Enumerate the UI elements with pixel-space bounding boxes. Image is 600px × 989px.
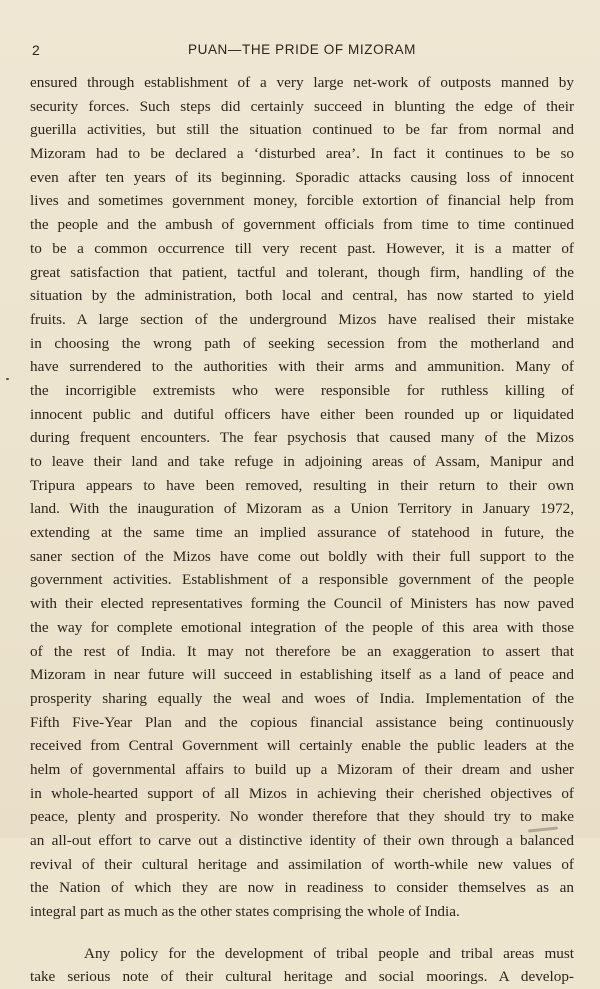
text-line: even after ten years of its beginning. Sporadic attacks causing loss of innocent: [30, 168, 574, 186]
text-line: in choosing the wrong path of seeking secession from the motherland and: [30, 334, 574, 352]
text-line: of the rest of India. It may not therefore be an exaggeration to assert that: [30, 642, 574, 660]
paragraph-1: [30, 71, 574, 924]
text-line: security forces. Such steps did certainly succeed in blunting the edge of their: [30, 97, 574, 115]
text-line: saner section of the Mizos have come out boldly with their full support to the: [30, 547, 574, 565]
text-line: in whole-hearted support of all Mizos in achieving their cherished objectives of: [30, 784, 574, 802]
paragraph-gap: [30, 924, 574, 942]
margin-smudge: [6, 378, 9, 380]
text-line: integral part as much as the other states comprising the whole of India.: [30, 903, 460, 921]
text-line: Any policy for the development of tribal people and tribal areas must: [84, 944, 574, 962]
text-line: peace, plenty and prosperity. No wonder therefore that they should try to make: [30, 808, 574, 826]
text-line: Tripura appears to have been removed, resulting in their return to their own: [30, 476, 574, 494]
text-line: situation by the administration, both local and central, has now started to yield: [30, 287, 574, 305]
text-line: Mizoram had to be declared a ‘disturbed area’. In fact it continues to be so: [30, 145, 574, 163]
text-line: great satisfaction that patient, tactful and tolerant, though firm, handling of the: [30, 263, 574, 281]
text-line: with their elected representatives forming the Council of Ministers has now paved: [30, 595, 574, 613]
text-line: the people and the ambush of government officials from time to time continued: [30, 216, 574, 234]
running-title: PUAN—THE PRIDE OF MIZORAM: [187, 42, 416, 57]
page-header: [32, 42, 572, 60]
text-line: helm of governmental affairs to build up a Mizoram of their dream and usher: [30, 760, 574, 778]
text-line: to leave their land and take refuge in adjoining areas of Assam, Manipur and: [30, 453, 574, 470]
text-line: the way for complete emotional integration of the people of this area with those: [30, 618, 574, 636]
text-line: have surrendered to the authorities with their arms and ammunition. Many of: [30, 358, 574, 376]
text-line: government activities. Establishment of a responsible government of the people: [30, 571, 574, 589]
page-number: 2: [32, 42, 40, 58]
body-text: [30, 71, 574, 989]
text-line: Mizoram in near future will succeed in establishing itself as a land of peace and: [30, 666, 574, 684]
text-line: guerilla activities, but still the situation continued to be far from normal and: [30, 121, 574, 139]
text-line: revival of their cultural heritage and assimilation of worth-while new values of: [30, 855, 574, 873]
text-line: received from Central Government will certainly enable the public leaders at the: [30, 737, 574, 755]
text-line: lives and sometimes government money, forcible extortion of financial help from: [30, 192, 574, 210]
text-line: land. With the inauguration of Mizoram as a Union Territory in January 1972,: [30, 500, 574, 518]
paragraph-2: [30, 942, 574, 989]
text-line: the Nation of which they are now in readiness to consider themselves as an: [30, 879, 574, 897]
text-line: the incorrigible extremists who were responsible for ruthless killing of: [30, 381, 574, 399]
text-line: during frequent encounters. The fear psychosis that caused many of the Mizos: [30, 429, 574, 447]
text-line: extending at the same time an implied assurance of statehood in future, the: [30, 524, 574, 542]
text-line: Fifth Five-Year Plan and the copious financial assistance being continuously: [30, 713, 574, 731]
text-line: to be a common occurrence till very recent past. However, it is a matter of: [30, 239, 574, 257]
text-line: fruits. A large section of the underground Mizos have realised their mistake: [30, 310, 574, 328]
text-line: ensured through establishment of a very large net-work of outposts manned by: [30, 74, 574, 91]
text-line: take serious note of their cultural heritage and social moorings. A develop-: [30, 968, 574, 986]
text-line: an all-out effort to carve out a distinctive identity of their own through a balanced: [30, 832, 574, 849]
text-line: prosperity sharing equally the weal and woes of India. Implementation of the: [30, 689, 574, 707]
text-line: innocent public and dutiful officers have either been rounded up or liquidated: [30, 405, 574, 423]
